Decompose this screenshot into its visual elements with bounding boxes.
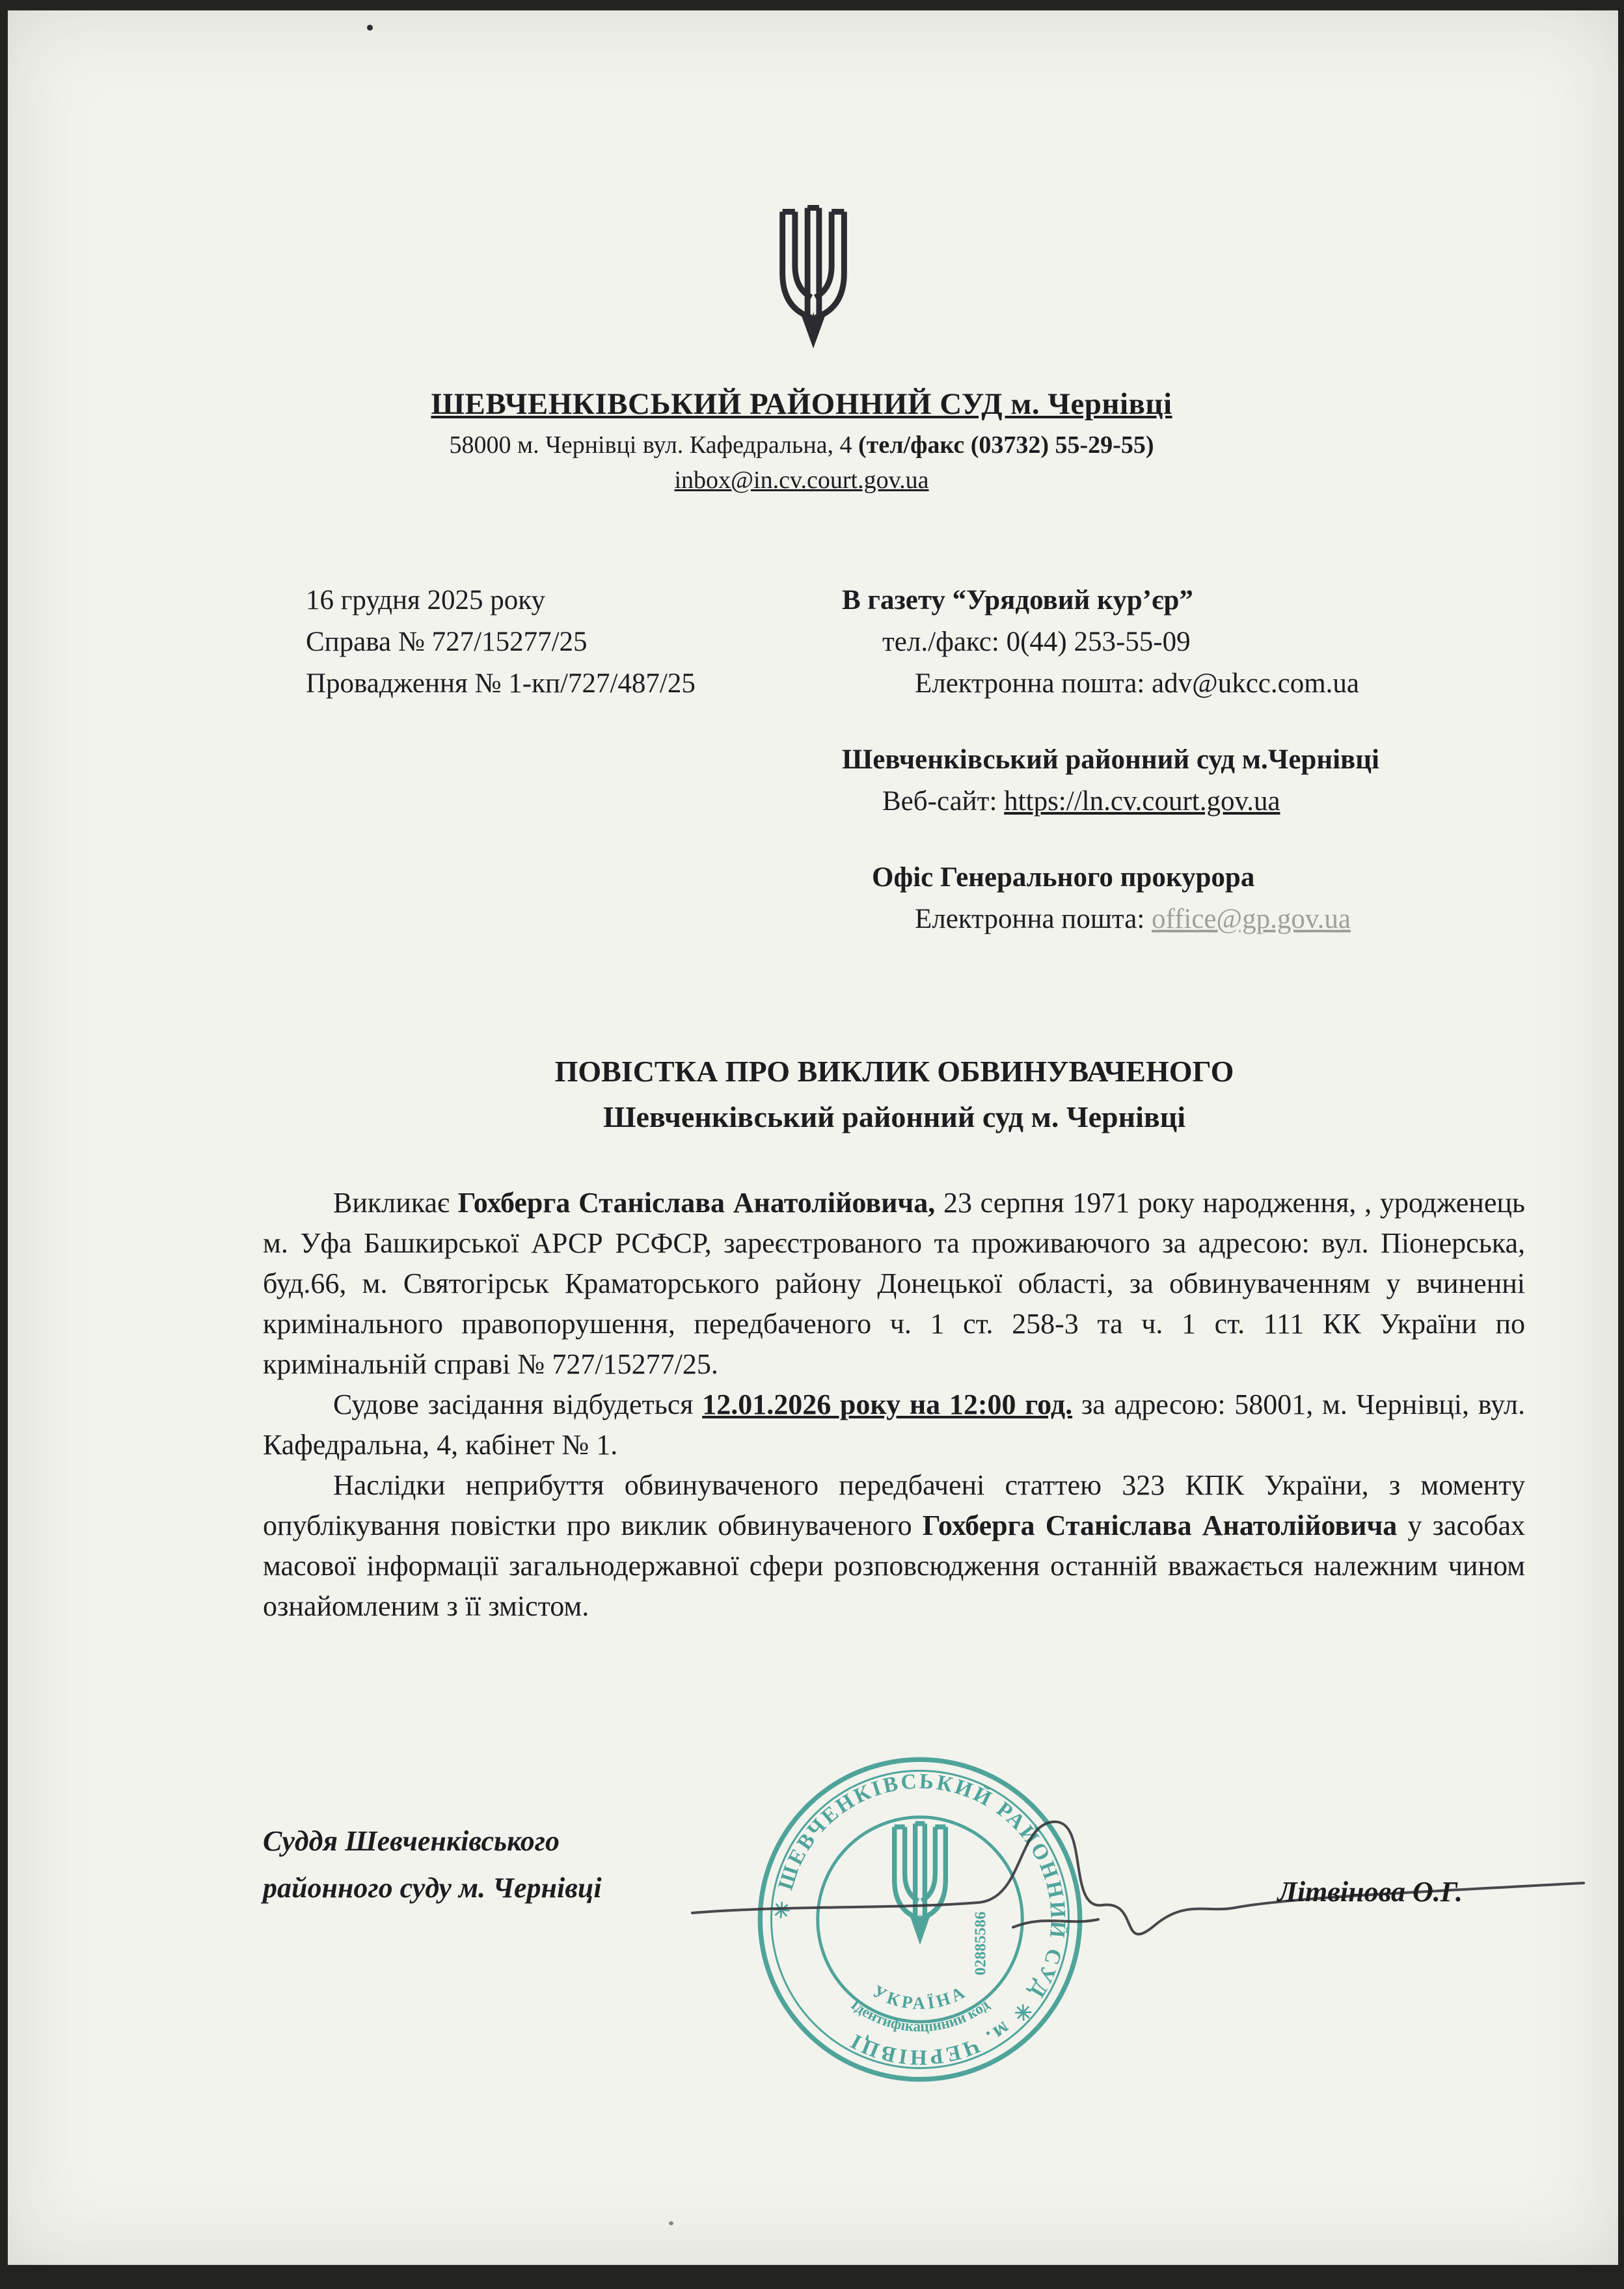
- judge-title-line-2: районного суду м. Чернівці: [263, 1872, 602, 1904]
- hearing-datetime: 12.01.2026 року на 12:00 год.: [702, 1388, 1073, 1420]
- website-url: https://ln.cv.court.gov.ua: [1004, 786, 1280, 817]
- p1-lead: Викликає: [333, 1187, 458, 1219]
- stamp-id-label: Ідентифікаційний код: [847, 1996, 993, 2036]
- case-number: Справа № 727/15277/25: [306, 627, 588, 657]
- recipient-court-website-line: [842, 781, 1379, 822]
- court-name-heading: ШЕВЧЕНКІВСЬКИЙ РАЙОННИЙ СУД м. Чернівці: [431, 387, 1172, 421]
- recipient-newspaper-title: В газету “Урядовий кур’єр”: [842, 585, 1193, 616]
- proceeding-number: Провадження № 1-кп/727/487/25: [306, 668, 696, 699]
- recipient-prosecutor: [842, 857, 1379, 940]
- recipient-court-title: Шевченківський районний суд м.Чернівці: [842, 744, 1379, 775]
- p2-rest: за адресою: 58001, м. Чернівці, вул. Кафедральна, 4, кабінет № 1.: [263, 1388, 1525, 1461]
- document-title: [262, 1049, 1527, 1140]
- court-address: 58000 м. Чернівці вул. Кафедральна, 4: [449, 431, 859, 459]
- recipient-newspaper-phone: тел./факс: 0(44) 253-55-09: [882, 627, 1191, 657]
- document-page: [8, 10, 1618, 2265]
- court-email-line: [8, 466, 1595, 494]
- paragraph-summons: [263, 1183, 1525, 1385]
- recipient-newspaper: [842, 580, 1379, 705]
- recipient-prosecutor-title: Офіс Генерального прокурора: [872, 862, 1255, 893]
- signature-block: [263, 1769, 1509, 2260]
- stamp-country: УКРАЇНА: [869, 1981, 971, 2013]
- stamp-ring-text: ✳ ШЕВЧЕНКІВСЬКИЙ РАЙОННИЙ СУД ✳ м. ЧЕРНІВЦІ: [769, 1769, 1070, 2070]
- p2-lead: Судове засідання відбудеться: [333, 1388, 703, 1420]
- recipients-block: [842, 580, 1379, 975]
- p3-rest: у засобах масової інформації загальнодержавної сфери розповсюдження останній вважається належним чином ознайомленим з її змістом.: [263, 1510, 1525, 1622]
- court-email: inbox@in.cv.court.gov.ua: [674, 467, 929, 494]
- paragraph-consequences: [263, 1465, 1525, 1627]
- p1-rest: 23 серпня 1971 року народження, , уродженець м. Уфа Башкирської АРСР РСФСР, зареєстрованого та проживаючого за адресою: вул. Піонерська, буд.66, м. Святогірськ Краматорського району Донецької області, за обвинуваченням у вчиненні кримінального правопорушення, передбаченого ч. 1 ст. 258-3 та ч. 1 ст. 111 КК України по кримінальній справі № 727/15277/25.: [263, 1187, 1525, 1380]
- title-line-2: Шевченківський районний суд м. Чернівці: [602, 1100, 1186, 1133]
- accused-name-2: Гохберга Станіслава Анатолійовича: [922, 1510, 1398, 1541]
- accused-name: Гохберга Станіслава Анатолійовича,: [457, 1187, 936, 1219]
- judge-title-line-1: Суддя Шевченківського: [263, 1825, 560, 1857]
- document-date: 16 грудня 2025 року: [306, 585, 546, 616]
- recipient-prosecutor-email-line: [842, 899, 1379, 940]
- judge-name: Літвінова О.Г.: [1277, 1876, 1463, 1908]
- prosecutor-email: office@gp.gov.ua: [1152, 904, 1351, 934]
- recipient-newspaper-email: Електронна пошта: adv@ukcc.com.ua: [915, 668, 1360, 699]
- website-label: Веб-сайт:: [882, 786, 1005, 817]
- court-phone: (тел/факс (03732) 55-29-55): [858, 431, 1154, 459]
- title-line-1: ПОВІСТКА ПРО ВИКЛИК ОБВИНУВАЧЕНОГО: [554, 1055, 1234, 1088]
- scan-speck: [367, 25, 373, 31]
- document-body: [263, 1183, 1525, 1627]
- p3-lead: Наслідки неприбуття обвинуваченого передбачені статтею 323 КПК України, з моменту опублікування повістки про виклик обвинуваченого: [263, 1469, 1525, 1541]
- case-references: [306, 580, 696, 705]
- stamp-code: 02885586: [971, 1911, 990, 1975]
- judge-title: [263, 1818, 602, 1912]
- court-address-line: [8, 431, 1595, 459]
- recipient-court: [842, 739, 1379, 822]
- paragraph-hearing: [263, 1385, 1525, 1465]
- email-label: Електронна пошта:: [915, 904, 1152, 934]
- ukraine-trident-crest-icon: [765, 204, 861, 354]
- letterhead: [8, 386, 1595, 494]
